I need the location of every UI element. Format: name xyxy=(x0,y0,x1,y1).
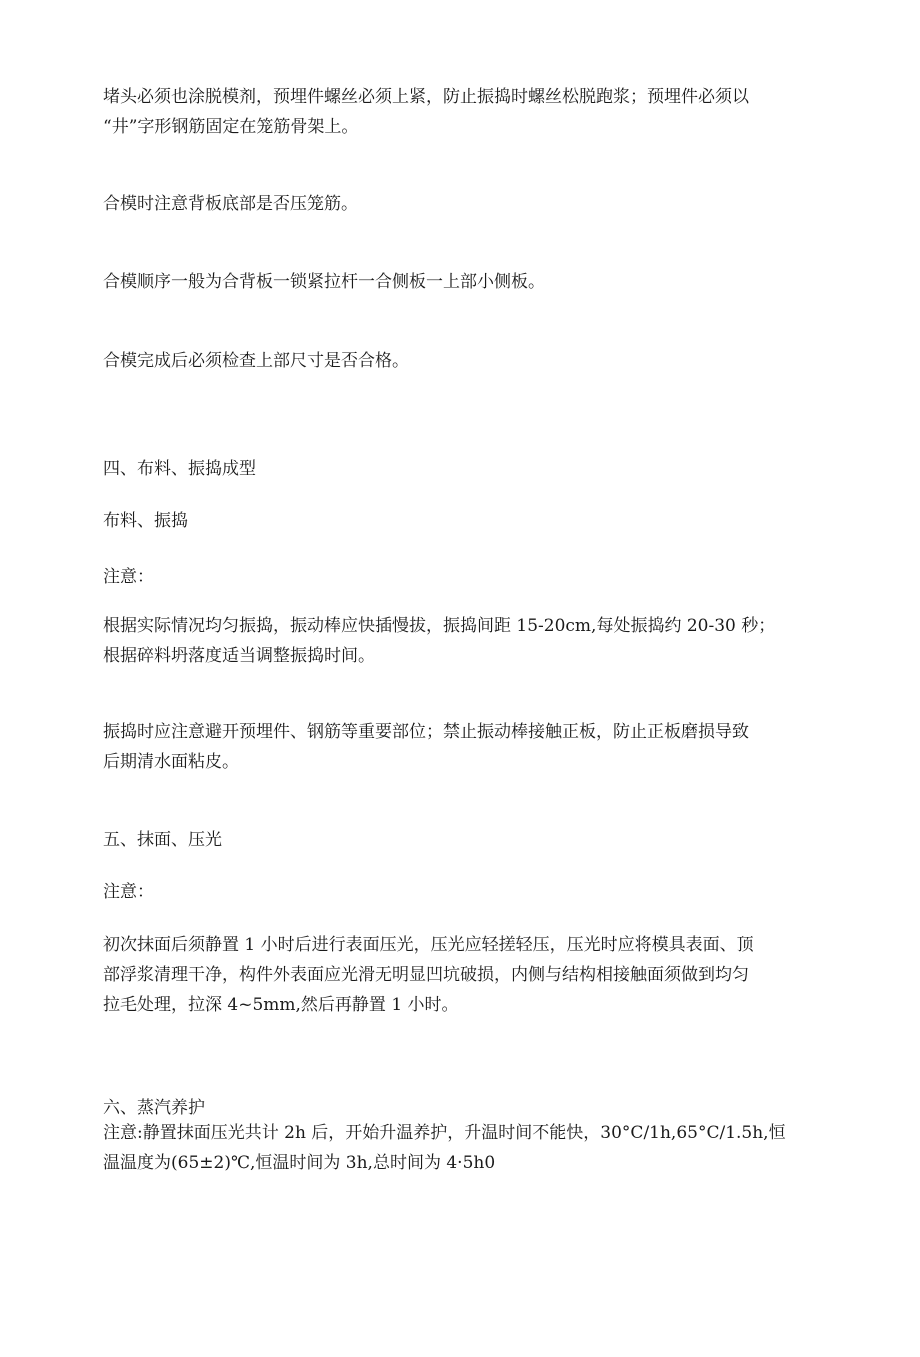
paragraph-troweling: 初次抹面后须静置 1 小时后进行表面压光，压光应轻搓轻压，压光时应将模具表面、顶 部浮浆清理干净，构件外表面应光滑无明显凹坑破损，内侧与结构相接触面须做到均匀 拉毛处理，拉深 4~5mm,然后再静置 1 小时。 xyxy=(103,935,754,1015)
paragraph-mold-size-check: 合模完成后必须检查上部尺寸是否合格。 xyxy=(103,351,409,371)
paragraph-mold-closing-order: 合模顺序一般为合背板一锁紧拉杆一合侧板一上部小侧板。 xyxy=(103,272,545,292)
section-5-note-label: 注意： xyxy=(103,882,154,902)
paragraph-vibration-method: 根据实际情况均匀振捣，振动棒应快插慢拔，振捣间距 15-20cm,每处振捣约 20-30 秒； 根据碎料坍落度适当调整振捣时间。 xyxy=(103,616,776,666)
section-5-title: 五、抹面、压光 xyxy=(103,830,222,850)
paragraph-steam-curing: 注意:静置抹面压光共计 2h 后，开始升温养护，升温时间不能快，30°C/1h,65°C/1.5h,恒 温温度为(65±2)℃,恒温时间为 3h,总时间为 4·5h0 xyxy=(103,1123,786,1173)
paragraph-mold-closing-check: 合模时注意背板底部是否压笼筋。 xyxy=(103,194,358,214)
section-4-note-label: 注意： xyxy=(103,567,154,587)
section-6-title: 六、蒸汽养护 xyxy=(103,1098,205,1118)
paragraph-vibration-caution: 振捣时应注意避开预埋件、钢筋等重要部位；禁止振动棒接触正板，防止正板磨损导致 后期清水面粘皮。 xyxy=(103,722,749,772)
section-4-subtitle: 布料、振捣 xyxy=(103,511,188,531)
section-4-title: 四、布料、振捣成型 xyxy=(103,459,256,479)
paragraph-embedded-parts: 堵头必须也涂脱模剂，预埋件螺丝必须上紧，防止振捣时螺丝松脱跑浆；预埋件必须以 “井”字形钢筋固定在笼筋骨架上。 xyxy=(103,87,749,137)
